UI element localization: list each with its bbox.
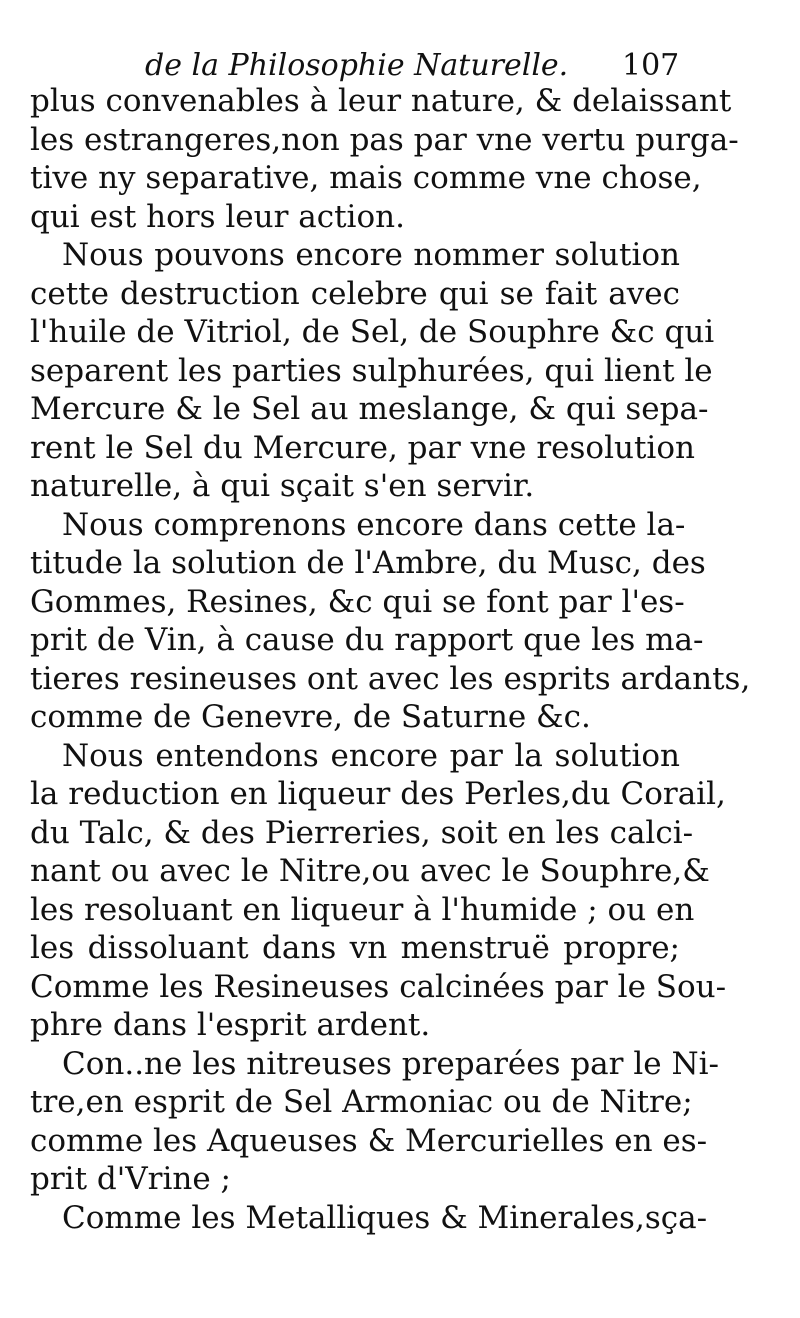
- text-line: prit d'Vrine ;: [30, 1161, 231, 1197]
- text-line: cette destruction celebre qui se fait avec: [30, 275, 680, 312]
- text-line: les resoluant en liqueur à l'humide ; ou en: [30, 891, 695, 928]
- text-line: du Talc, & des Pierreries, soit en les calci-: [30, 814, 694, 851]
- text-line: naturelle, à qui sçait s'en servir.: [30, 468, 535, 504]
- running-title: de la Philosophie Naturelle.: [145, 48, 569, 83]
- text-line: tieres resineuses ont avec les esprits ardants,: [30, 660, 751, 697]
- text-line: Gommes, Resines, &c qui se font par l'es-: [30, 583, 685, 620]
- text-line: Comme les Resineuses calcinées par le Sou-: [30, 968, 727, 1005]
- text-line: separent les parties sulphurées, qui lient le: [30, 352, 713, 389]
- text-line: plus convenables à leur nature, & delaissant: [30, 83, 732, 119]
- text-line: nant ou avec le Nitre,ou avec le Souphre,&: [30, 853, 710, 889]
- text-line: comme de Genevre, de Saturne &c.: [30, 699, 591, 735]
- text-line: rent le Sel du Mercure, par vne resolution: [30, 429, 695, 466]
- text-line: Con..ne les nitreuses preparées par le Ni-: [62, 1045, 719, 1082]
- text-line: phre dans l'esprit ardent.: [30, 1007, 431, 1043]
- text-line: Comme les Metalliques & Minerales,sça-: [62, 1199, 708, 1236]
- text-line: l'huile de Vitriol, de Sel, de Souphre &c qui: [30, 314, 715, 350]
- text-line: comme les Aqueuses & Mercurielles en es-: [30, 1122, 708, 1159]
- body-text: [30, 82, 751, 1237]
- text-line: tre,en esprit de Sel Armoniac ou de Nitre;: [30, 1084, 693, 1120]
- text-line: Mercure & le Sel au meslange, & qui sepa-: [30, 391, 709, 427]
- text-line: titude la solution de l'Ambre, du Musc, des: [30, 545, 706, 581]
- text-line: Nous entendons encore par la solution: [62, 737, 680, 774]
- text-line: les estrangeres,non pas par vne vertu purga-: [30, 121, 739, 158]
- text-line: Nous comprenons encore dans cette la-: [62, 506, 686, 543]
- text-line: la reduction en liqueur des Perles,du Corail,: [30, 776, 726, 812]
- text-line: tive ny separative, mais comme vne chose,: [30, 160, 702, 196]
- text-line: qui est hors leur action.: [30, 198, 405, 235]
- text-line: les dissoluant dans vn menstruë propre;: [30, 930, 680, 966]
- text-line: prit de Vin, à cause du rapport que les ma-: [30, 622, 704, 658]
- text-line: Nous pouvons encore nommer solution: [62, 237, 680, 273]
- page-number: 107: [622, 48, 680, 83]
